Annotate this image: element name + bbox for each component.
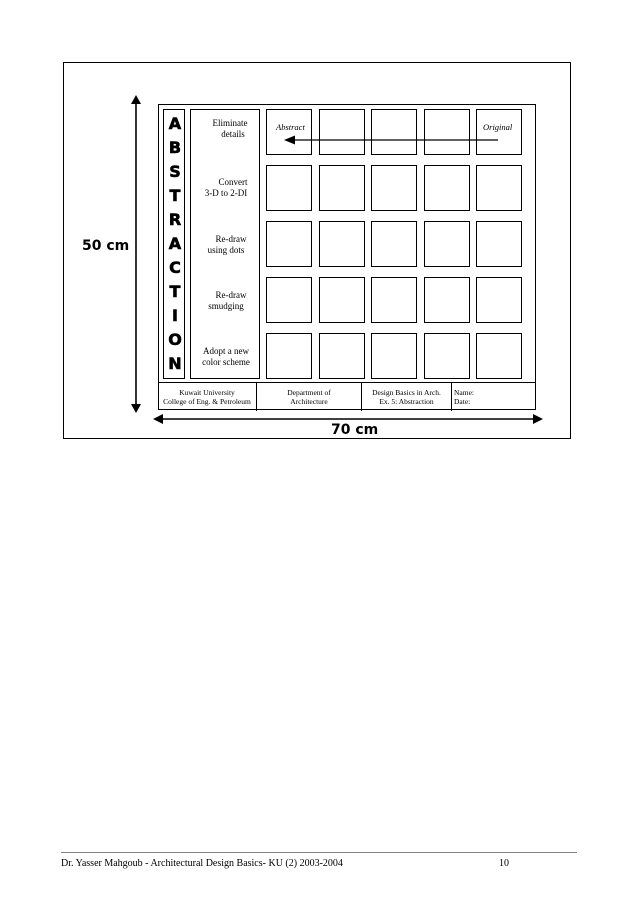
grid-cell [371,333,417,379]
title-block-university: Kuwait University College of Eng. & Petroleum [163,388,251,406]
title-letter: T [169,282,181,301]
title-block-course: Design Basics in Arch. Ex. 5: Abstraction [372,388,441,406]
grid-cell [319,221,365,267]
grid-cell [371,109,417,155]
grid-cell [476,165,522,211]
footer-credit: Dr. Yasser Mahgoub - Architectural Design Basics- KU (2) 2003-2004 [61,858,343,869]
page-number: 10 [499,858,509,869]
title-letter: O [168,330,182,349]
page-footer [61,852,577,870]
title-block-department: Department of Architecture [287,388,331,406]
grid-cell [424,277,470,323]
abstract-label: Abstract [276,122,305,132]
grid-cell [476,221,522,267]
title-letter: S [169,162,181,181]
grid-cell [371,165,417,211]
progression-arrow [284,134,500,146]
grid-cell [476,277,522,323]
step-redraw-dots: Re-draw using dots [207,234,247,255]
title-letter: I [172,306,178,325]
title-block-name-date: Name: Date: [454,388,474,406]
original-label: Original [483,122,513,132]
step-new-color-scheme: Adopt a new color scheme [202,346,250,367]
title-block [158,382,536,410]
grid-cell [371,221,417,267]
step-redraw-smudging: Re-draw smudging [208,290,247,311]
step-convert-3d-2d: Convert 3-D to 2-DI [204,177,248,198]
grid-cell [371,277,417,323]
title-letter: T [169,186,181,205]
grid-cell [266,277,312,323]
title-letter: A [168,114,182,133]
grid-cell [319,165,365,211]
step-eliminate-details: Eliminate details [212,118,248,139]
grid-cell [424,109,470,155]
height-dimension-arrow [125,95,147,415]
steps-column [190,109,260,379]
height-dimension-label: 50 cm [82,238,130,254]
grid-cell [266,221,312,267]
grid-cell [424,165,470,211]
grid-cell [319,277,365,323]
grid-cell [266,165,312,211]
grid-cell [424,333,470,379]
abstraction-title-column [163,109,185,379]
grid-cell [319,109,365,155]
grid-cell [319,333,365,379]
title-block-divider [451,383,452,411]
width-dimension-label: 70 cm [331,422,379,438]
title-letter: A [168,234,182,253]
grid-cell [266,109,312,155]
title-letter: N [168,354,182,373]
grid-cell [266,333,312,379]
grid-cell [476,333,522,379]
title-letter: C [169,258,181,277]
grid-cell [476,109,522,155]
grid-cell [424,221,470,267]
title-letter: B [168,138,182,157]
title-letter: R [168,210,182,229]
